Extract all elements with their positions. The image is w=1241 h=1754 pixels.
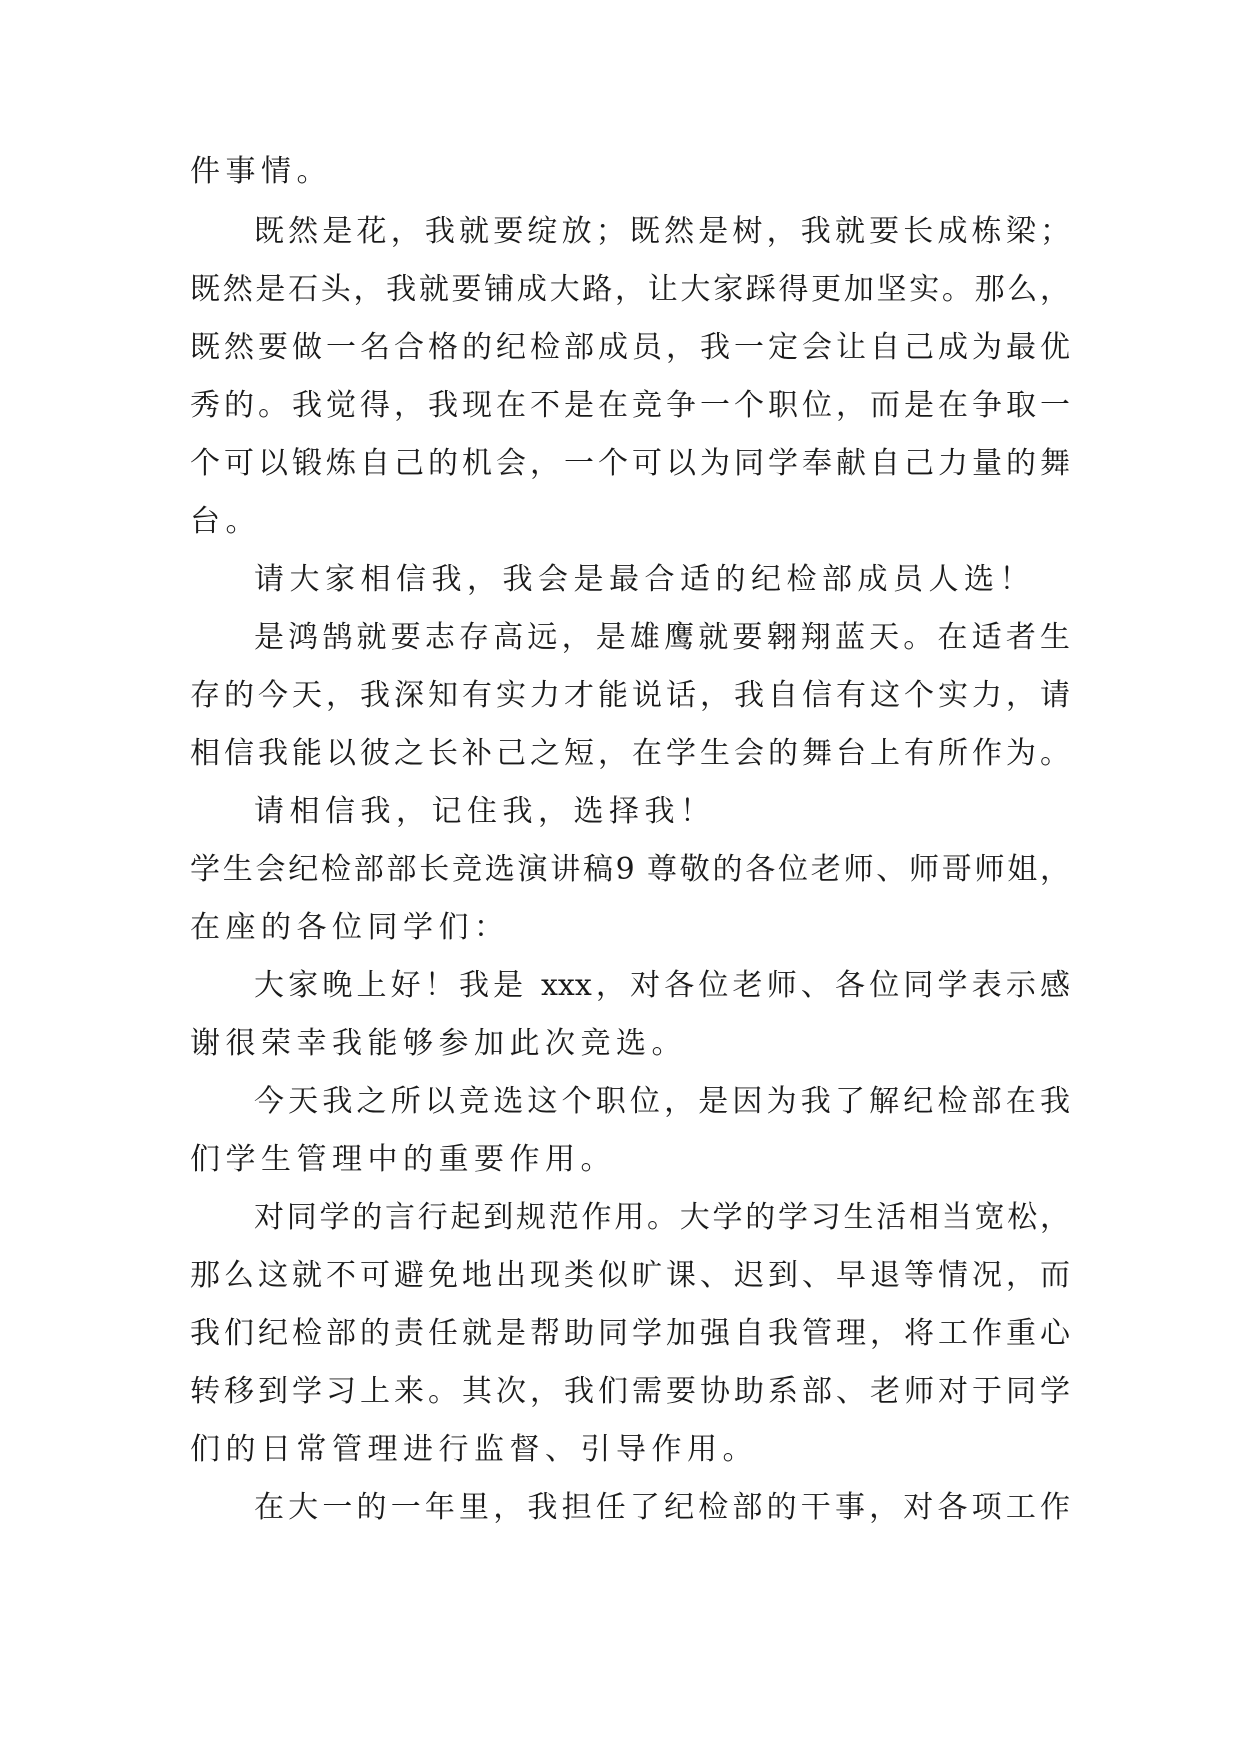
paragraph-line: 请相信我，记住我，选择我！	[254, 794, 716, 829]
text-line: 谢很荣幸我能够参加此次竞选。	[190, 1026, 687, 1061]
text-line: 相信我能以彼之长补己之短，在学生会的舞台上有所作为。	[190, 736, 1070, 771]
text-line: 既然要做一名合格的纪检部成员，我一定会让自己成为最优	[190, 330, 1070, 365]
text-line: 那么这就不可避免地出现类似旷课、迟到、早退等情况，而	[190, 1258, 1070, 1293]
text-line: 件事情。	[190, 154, 332, 189]
paragraph-line: 请大家相信我，我会是最合适的纪检部成员人选！	[254, 562, 1035, 597]
paragraph-line: 大家晚上好！我是 xxx，对各位老师、各位同学表示感	[254, 968, 1070, 1003]
paragraph-line: 今天我之所以竞选这个职位，是因为我了解纪检部在我	[254, 1084, 1070, 1119]
text-line: 们学生管理中的重要作用。	[190, 1142, 616, 1177]
paragraph-line: 对同学的言行起到规范作用。大学的学习生活相当宽松，	[254, 1200, 1070, 1235]
text-line: 台。	[190, 504, 261, 539]
paragraph-line: 是鸿鹄就要志存高远，是雄鹰就要翱翔蓝天。在适者生	[254, 620, 1070, 655]
paragraph-line: 既然是花，我就要绽放；既然是树，我就要长成栋梁；	[254, 214, 1070, 249]
text-line: 在座的各位同学们：	[190, 910, 510, 945]
text-line: 存的今天，我深知有实力才能说话，我自信有这个实力，请	[190, 678, 1070, 713]
text-line: 们的日常管理进行监督、引导作用。	[190, 1432, 758, 1467]
section-heading-line: 学生会纪检部部长竞选演讲稿9 尊敬的各位老师、师哥师姐，	[190, 852, 1070, 887]
text-line: 既然是石头，我就要铺成大路，让大家踩得更加坚实。那么，	[190, 272, 1070, 307]
paragraph-line: 在大一的一年里，我担任了纪检部的干事，对各项工作	[254, 1490, 1070, 1525]
text-line: 我们纪检部的责任就是帮助同学加强自我管理，将工作重心	[190, 1316, 1070, 1351]
text-line: 个可以锻炼自己的机会，一个可以为同学奉献自己力量的舞	[190, 446, 1070, 481]
text-line: 转移到学习上来。其次，我们需要协助系部、老师对于同学	[190, 1374, 1070, 1409]
text-line: 秀的。我觉得，我现在不是在竞争一个职位，而是在争取一	[190, 388, 1070, 423]
